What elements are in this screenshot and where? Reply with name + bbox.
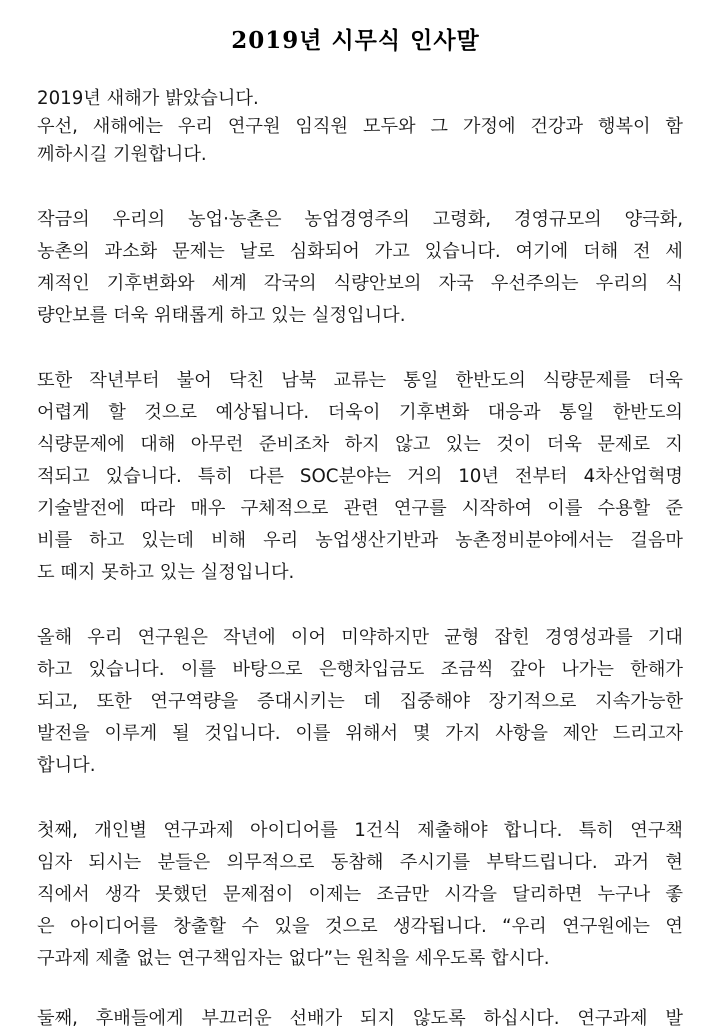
paragraph-line: 2019년 새해가 밝았습니다. <box>37 88 259 109</box>
paragraph-line: 농촌의 과소화 문제는 날로 심화되어 가고 있습니다. 여기에 더해 전 세 <box>37 241 683 262</box>
paragraph-line: 임자 되시는 분들은 의무적으로 동참해 주시기를 부탁드립니다. 과거 현 <box>37 852 683 873</box>
paragraph-line: 적되고 있습니다. 특히 다른 SOC분야는 거의 10년 전부터 4차산업혁명 <box>37 466 683 487</box>
document-title: 2019년 시무식 인사말 <box>231 27 480 54</box>
paragraph-line: 비를 하고 있는데 비해 우리 농업생산기반과 농촌정비분야에서는 걸음마 <box>37 530 683 551</box>
paragraph-line: 발전을 이루게 될 것입니다. 이를 위해서 몇 가지 사항을 제안 드리고자 <box>37 723 683 744</box>
paragraph-line: 량안보를 더욱 위태롭게 하고 있는 실정입니다. <box>37 305 406 326</box>
paragraph-line: 하고 있습니다. 이를 바탕으로 은행차입금도 조금씩 갚아 나가는 한해가 <box>37 659 683 680</box>
paragraph-line: 어렵게 할 것으로 예상됩니다. 더욱이 기후변화 대응과 통일 한반도의 <box>37 402 683 423</box>
paragraph-line: 합니다. <box>37 755 96 776</box>
paragraph-line: 첫째, 개인별 연구과제 아이디어를 1건식 제출해야 합니다. 특히 연구책 <box>37 820 683 841</box>
paragraph-line: 되고, 또한 연구역량을 증대시키는 데 집중해야 장기적으로 지속가능한 <box>37 691 683 712</box>
paragraph-line: 작금의 우리의 농업·농촌은 농업경영주의 고령화, 경영규모의 양극화, <box>37 209 683 230</box>
paragraph-line: 은 아이디어를 창출할 수 있을 것으로 생각됩니다. “우리 연구원에는 연 <box>37 916 683 937</box>
paragraph-line: 직에서 생각 못했던 문제점이 이제는 조금만 시각을 달리하면 누구나 좋 <box>37 884 683 905</box>
paragraph-line: 둘째, 후배들에게 부끄러운 선배가 되지 않도록 하십시다. 연구과제 발 <box>37 1008 683 1029</box>
paragraph-line: 올해 우리 연구원은 작년에 이어 미약하지만 균형 잡힌 경영성과를 기대 <box>37 627 683 648</box>
paragraph-line: 께하시길 기원합니다. <box>37 144 207 165</box>
paragraph-line: 또한 작년부터 불어 닥친 남북 교류는 통일 한반도의 식량문제를 더욱 <box>37 370 683 391</box>
paragraph-line: 기술발전에 따라 매우 구체적으로 관련 연구를 시작하여 이를 수용할 준 <box>37 498 683 519</box>
paragraph-line: 구과제 제출 없는 연구책임자는 없다”는 원칙을 세우도록 합시다. <box>37 948 550 969</box>
paragraph-line: 도 떼지 못하고 있는 실정입니다. <box>37 562 295 583</box>
paragraph-line: 계적인 기후변화와 세계 각국의 식량안보의 자국 우선주의는 우리의 식 <box>37 273 683 294</box>
paragraph-line: 우선, 새해에는 우리 연구원 임직원 모두와 그 가정에 건강과 행복이 함 <box>37 116 683 137</box>
paragraph-line: 식량문제에 대해 아무런 준비조차 하지 않고 있는 것이 더욱 문제로 지 <box>37 434 683 455</box>
